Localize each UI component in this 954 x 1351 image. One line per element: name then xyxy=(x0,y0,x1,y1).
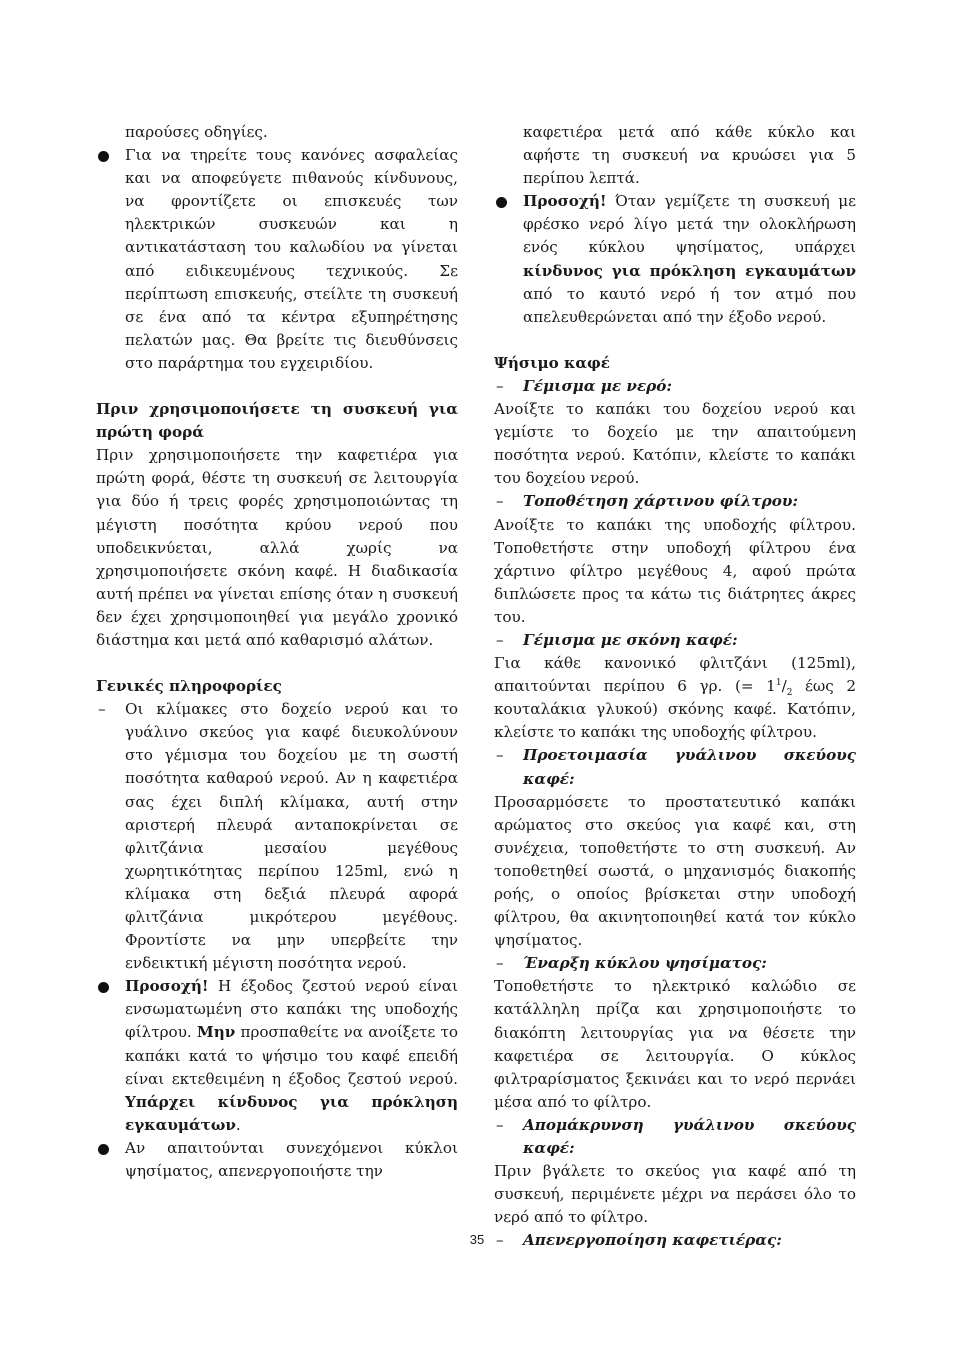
page-number: 35 xyxy=(469,1232,485,1247)
first-use-text: Πριν χρησιμοποιήσετε την καφετιέρα για πρώτη φορά, θέστε τη συσκευή σε λειτουργία για δύο ή τρεις φορές χρησιμοποιώντας τη μέγιστη ποσότητα κρύου νερού που υποδεικνύεται, αλλά χωρίς να χρησιμοποιήσετε σκόνη καφέ. Η διαδικασία αυτή πρέπει να γίνεται επίσης όταν η συσκευή δεν έχει χρησιμοποιηθεί για μεγάλο χρονικό διάστημα και μετά από καθαρισμό αλάτων. xyxy=(96,446,458,649)
dash-mark: – xyxy=(98,700,106,719)
brewing-heading: Ψήσιμο καφέ xyxy=(494,353,611,372)
consecutive-cycles-bullet xyxy=(96,1137,458,1183)
step-text: Πριν βγάλετε το σκεύος για καφέ από τη συσκευή, περιμένετε μέχρι να περάσει όλο το νερό από το φίλτρο. xyxy=(494,1162,856,1227)
bullet-icon xyxy=(98,151,109,162)
caution-bullet: Προσοχή! Η έξοδος ζεστού νερού είναι ενσωματωμένη στο καπάκι της υποδοχής φίλτρου. Μην προσπαθείτε να ανοίξετε το καπάκι κατά το ψήσιμο του καφέ επειδή είναι εκτεθειμένη η έξοδος ζεστού νερού. Υπάρχει κίνδυνος για πρόκληση εγκαυμάτων. xyxy=(96,975,458,1137)
bullet-icon xyxy=(98,1144,109,1155)
general-info-heading: Γενικές πληροφορίες xyxy=(96,677,282,696)
continued-text: παρούσες οδηγίες. xyxy=(125,123,268,141)
step-text: Τοποθετήστε το ηλεκτρικό καλώδιο σε κατάλληλη πρίζα και χρησιμοποιήστε το διακόπτη λειτουργίας για να θέσετε την καφετιέρα σε λειτουργία. Ο κύκλος φιλτραρίσματος ξεκινάει και το νερό περνάει μέσα από το φίλτρο. xyxy=(494,977,856,1111)
step-heading: – Προετοιμασία γυάλινου σκεύους καφέ: xyxy=(496,746,856,788)
safety-bullet-text: Για να τηρείτε τους κανόνες ασφαλείας και να αποφεύγετε πιθανούς κίνδυνους, να φροντίζετε οι επισκευές των ηλεκτρικών συσκευών και η αντικατάσταση του καλωδίου να γίνεται από ειδικευμένους τεχνικούς. Σε περίπτωση επισκευής, στείλτε τη συσκευή σε ένα από τα κέντρα εξυπηρέτησης πελατών μας. Θα βρείτε τις διευθύνσεις στο παράρτημα του εγχειριδίου. xyxy=(125,146,458,372)
step-heading: – Απενεργοποίηση καφετιέρας: xyxy=(496,1231,782,1250)
step-text: Προσαρμόσετε το προστατευτικό καπάκι αρώματος στο σκεύος για καφέ και, στη συνέχεια, τοποθετήστε το στη συσκευή. Αν τοποθετηθεί σωστά, ο μηχανισμός διακοπής ροής, ο οποίος βρίσκεται στην υποδοχή φίλτρου, θα ακινητοποιηθεί κατά τον κύκλο ψησίματος. xyxy=(494,792,856,950)
step-text: Ανοίξτε το καπάκι του δοχείου νερού και γεμίστε το δοχείο με την απαιτούμενη ποσότητα νερού. Κατόπιν, κλείστε το καπάκι του δοχείου νερού. xyxy=(494,400,856,488)
step-heading: – Έναρξη κύκλου ψησίματος: xyxy=(496,954,767,973)
general-info-item xyxy=(96,698,458,975)
caution-bullet-refill: Προσοχή! Όταν γεμίζετε τη συσκευή με φρέσκο νερό λίγο μετά την ολοκλήρωση ενός κύκλου ψησίματος, υπάρχει κίνδυνος για πρόκληση εγκαυμάτων από το καυτό νερό ή τον ατμό που απελευθερώνεται από την έξοδο νερού. xyxy=(494,190,856,329)
caution-label: Προσοχή! xyxy=(125,977,209,996)
caution-label: Προσοχή! xyxy=(523,192,607,211)
continued-text: καφετιέρα μετά από κάθε κύκλο και αφήστε τη συσκευή να κρυώσει για 5 περίπου λεπτά. xyxy=(523,123,856,188)
left-column xyxy=(96,121,458,1183)
consecutive-cycles-text: Αν απαιτούνται συνεχόμενοι κύκλοι ψησίματος, απενεργοποιήστε την xyxy=(125,1138,458,1181)
bullet-icon xyxy=(496,197,507,208)
step-heading: – Γέμισμα με νερό: xyxy=(496,376,673,395)
right-column xyxy=(494,121,856,1253)
coffee-amount-text: Για κάθε κανονικό φλιτζάνι (125ml), απαιτούνται περίπου 6 γρ. (= $1^1/_2$ έως 2 κουταλάκια γλυκού) σκόνης καφέ. Κατόπιν, κλείστε το καπάκι της υποδοχής φίλτρου. xyxy=(494,654,856,742)
first-use-heading: Πριν χρησιμοποιήσετε τη συσκευή για πρώτη φορά xyxy=(96,400,458,442)
bullet-icon xyxy=(98,982,109,993)
step-text: Ανοίξτε το καπάκι της υποδοχής φίλτρου. Τοποθετήστε στην υποδοχή φίλτρου ένα χάρτινο φίλτρο μεγέθους 4, αφού πρώτα διπλώσετε προς τα κάτω τις διάτρητες άκρες του. xyxy=(494,515,856,626)
general-info-text: Οι κλίμακες στο δοχείο νερού και το γυάλινο σκεύος για καφέ διευκολύνουν στο γέμισμα του δοχείου με τη σωστή ποσότητα καθαρού νερού. Αν η καφετιέρα σας έχει διπλή κλίμακα, αυτή στην αριστερή πλευρά ανταποκρίνεται σε φλιτζάνια μεσαίου μεγέθους χωρητικότητας περίπου 125ml, ενώ η κλίμακα στη δεξιά πλευρά αφορά φλιτζάνια μικρότερου μεγέθους. Φροντίστε να μην υπερβείτε την ενδεικτική μέγιστη ποσότητα νερού. xyxy=(125,700,458,973)
step-heading: – Απομάκρυνση γυάλινου σκεύους καφέ: xyxy=(496,1115,856,1158)
step-heading: – Τοποθέτηση χάρτινου φίλτρου: xyxy=(496,492,798,511)
step-heading: – Γέμισμα με σκόνη καφέ: xyxy=(496,630,738,649)
safety-bullet xyxy=(96,144,458,375)
